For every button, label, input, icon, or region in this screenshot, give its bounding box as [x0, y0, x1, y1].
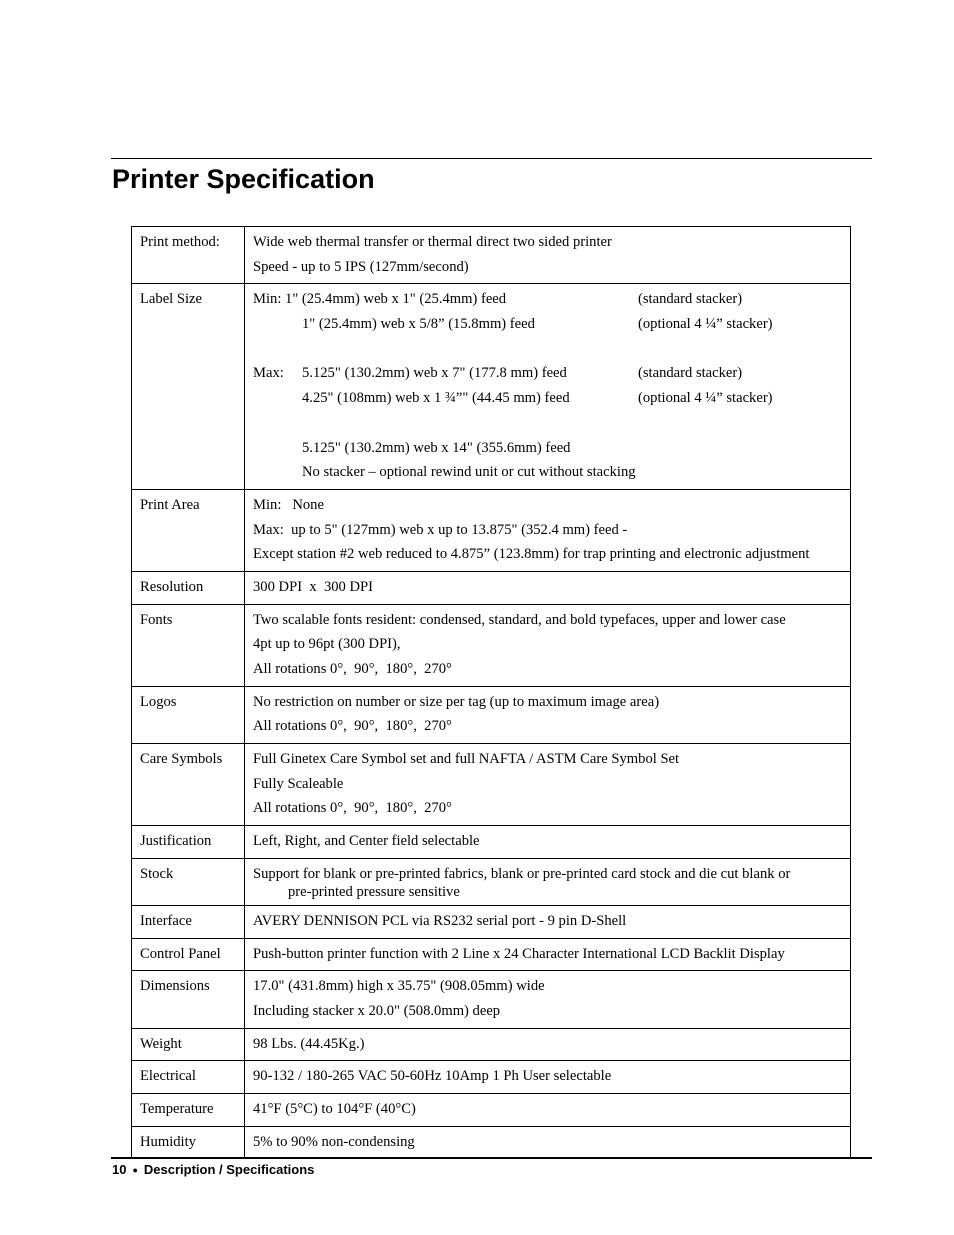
table-row: [132, 1094, 851, 1127]
value-line: Two scalable fonts resident: condensed, standard, and bold typefaces, upper and lower case: [253, 611, 786, 628]
row-label: Resolution: [132, 571, 245, 604]
value-line: Left, Right, and Center field selectable: [253, 833, 480, 850]
row-label: Humidity: [132, 1126, 245, 1159]
page-number: 10: [112, 1162, 127, 1177]
value-line: 98 Lbs. (44.45Kg.): [253, 1035, 365, 1052]
value-line: 5.125" (130.2mm) web x 14" (355.6mm) feed: [302, 439, 571, 456]
spacer: [253, 411, 850, 436]
table-row: [132, 905, 851, 938]
value-line: 41°F (5°C) to 104°F (40°C): [253, 1101, 416, 1118]
value-line: All rotations 0°, 90°, 180°, 270°: [253, 661, 452, 678]
value-line: Push-button printer function with 2 Line x 24 Character International LCD Backlit Display: [253, 945, 785, 962]
row-value: [245, 571, 851, 604]
table-row: [132, 489, 851, 571]
row-value: [245, 686, 851, 743]
row-value: [245, 284, 851, 490]
table-row: [132, 686, 851, 743]
value-line: No stacker – optional rewind unit or cut without stacking: [302, 464, 636, 481]
value-line: 5% to 90% non-condensing: [253, 1133, 415, 1150]
value-line: 17.0" (431.8mm) high x 35.75" (908.05mm) wide: [253, 978, 545, 995]
value-line: Support for blank or pre-printed fabrics, blank or pre-printed card stock and die cut blank or: [253, 865, 791, 882]
value-line: Except station #2 web reduced to 4.875” (123.8mm) for trap printing and electronic adjustment: [253, 546, 810, 563]
row-label: Care Symbols: [132, 744, 245, 826]
stacker-note: (optional 4 ¼” stacker): [638, 316, 773, 333]
table-row: [132, 284, 851, 490]
row-value: [245, 826, 851, 859]
row-label: Stock: [132, 858, 245, 905]
value-line: [253, 386, 850, 411]
row-label: Logos: [132, 686, 245, 743]
size-spec: 1" (25.4mm) web x 5/8” (15.8mm) feed: [302, 316, 535, 333]
spec-table: [131, 226, 851, 1159]
table-row: [132, 1061, 851, 1094]
header-rule: [111, 158, 872, 159]
table-row: [132, 571, 851, 604]
stacker-note: (standard stacker): [638, 291, 743, 308]
row-label: Fonts: [132, 604, 245, 686]
row-value: [245, 1028, 851, 1061]
max-prefix: Max:: [253, 365, 284, 382]
row-label: Label Size: [132, 284, 245, 490]
row-value: [245, 1126, 851, 1159]
value-line: Full Ginetex Care Symbol set and full NAFTA / ASTM Care Symbol Set: [253, 751, 680, 768]
row-label: Electrical: [132, 1061, 245, 1094]
page-title: Printer Specification: [112, 164, 375, 194]
size-spec: 5.125" (130.2mm) web x 7" (177.8 mm) feed: [302, 365, 567, 382]
value-line: pre-printed pressure sensitive: [288, 883, 460, 900]
value-line: Max: up to 5" (127mm) web x up to 13.875" (352.4 mm) feed -: [253, 521, 628, 538]
row-label: Print method:: [132, 227, 245, 284]
row-value: [245, 489, 851, 571]
table-row: [132, 1126, 851, 1159]
table-row: [132, 971, 851, 1028]
value-line: [253, 312, 850, 337]
value-line: [253, 287, 850, 312]
value-line: [253, 361, 850, 386]
value-line: Fully Scaleable: [253, 775, 344, 792]
row-label: Temperature: [132, 1094, 245, 1127]
value-line: All rotations 0°, 90°, 180°, 270°: [253, 800, 452, 817]
value-line: 4pt up to 96pt (300 DPI),: [253, 636, 401, 653]
value-line: Including stacker x 20.0" (508.0mm) deep: [253, 1002, 501, 1019]
row-value: [245, 227, 851, 284]
size-spec: Min: 1" (25.4mm) web x 1" (25.4mm) feed: [253, 291, 507, 308]
row-value: [245, 905, 851, 938]
value-line: AVERY DENNISON PCL via RS232 serial port - 9 pin D-Shell: [253, 912, 627, 929]
footer-rule: [111, 1157, 872, 1159]
row-label: Control Panel: [132, 938, 245, 971]
row-label: Print Area: [132, 489, 245, 571]
value-line: Min: None: [253, 496, 324, 513]
table-row: [132, 227, 851, 284]
row-label: Dimensions: [132, 971, 245, 1028]
row-label: Weight: [132, 1028, 245, 1061]
page-footer: [112, 1162, 314, 1177]
section-name: Description / Specifications: [143, 1162, 315, 1177]
stacker-note: (optional 4 ¼” stacker): [638, 390, 773, 407]
spacer: [253, 337, 850, 362]
size-spec: 4.25" (108mm) web x 1 ¾”" (44.45 mm) feed: [302, 390, 570, 407]
row-label: Interface: [132, 905, 245, 938]
row-value: [245, 604, 851, 686]
row-value: [245, 971, 851, 1028]
value-line: Wide web thermal transfer or thermal direct two sided printer: [253, 234, 612, 250]
row-value: [245, 744, 851, 826]
value-line: All rotations 0°, 90°, 180°, 270°: [253, 718, 452, 735]
row-label: Justification: [132, 826, 245, 859]
table-row: [132, 604, 851, 686]
table-row: [132, 938, 851, 971]
table-row: [132, 858, 851, 905]
row-value: [245, 1094, 851, 1127]
value-line: No restriction on number or size per tag (up to maximum image area): [253, 693, 660, 710]
value-line: 300 DPI x 300 DPI: [253, 578, 373, 595]
value-paragraph: [253, 862, 850, 901]
row-value: [245, 1061, 851, 1094]
row-value: [245, 858, 851, 905]
table-row: [132, 1028, 851, 1061]
value-line: Speed - up to 5 IPS (127mm/second): [253, 258, 469, 275]
bullet-icon: ●: [132, 1165, 138, 1175]
table-row: [132, 744, 851, 826]
row-value: [245, 938, 851, 971]
value-line: 90-132 / 180-265 VAC 50-60Hz 10Amp 1 Ph User selectable: [253, 1068, 612, 1085]
table-row: [132, 826, 851, 859]
stacker-note: (standard stacker): [638, 365, 743, 382]
